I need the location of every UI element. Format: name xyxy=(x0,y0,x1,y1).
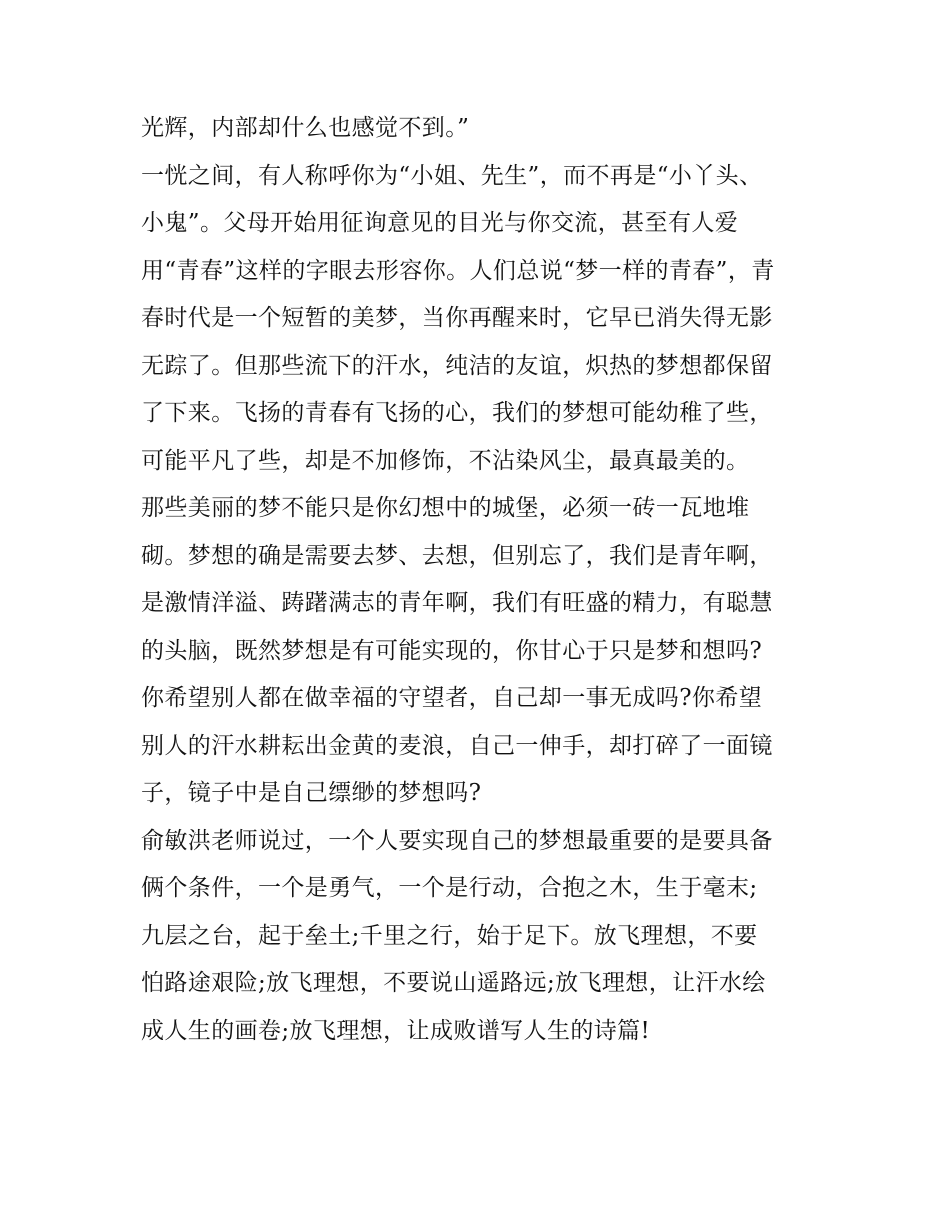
text-line: 的头脑，既然梦想是有可能实现的，你甘心于只是梦和想吗? xyxy=(141,637,763,664)
text-line: 是激情洋溢、踌躇满志的青年啊，我们有旺盛的精力，有聪慧 xyxy=(141,590,773,616)
text-line: 小鬼”。父母开始用征询意见的目光与你交流，甚至有人爱 xyxy=(141,210,739,236)
text-line: 俞敏洪老师说过，一个人要实现自己的梦想最重要的是要具备 xyxy=(141,827,773,854)
text-line: 怕路途艰险;放飞理想，不要说山遥路远;放飞理想，让汗水绘 xyxy=(141,970,766,996)
text-line: 俩个条件，一个是勇气，一个是行动，合抱之木，生于毫末; xyxy=(141,875,758,901)
text-line: 用“青春”这样的字眼去形容你。人们总说“梦一样的青春”，青 xyxy=(141,257,775,284)
body-text xyxy=(141,105,841,1055)
text-line: 子，镜子中是自己缥缈的梦想吗? xyxy=(141,780,482,806)
text-line: 春时代是一个短暂的美梦，当你再醒来时，它早已消失得无影 xyxy=(141,305,773,331)
text-line: 可能平凡了些，却是不加修饰，不沾染风尘，最真最美的。 xyxy=(141,447,750,474)
text-line: 别人的汗水耕耘出金黄的麦浪，自己一伸手，却打碎了一面镜 xyxy=(141,732,773,759)
text-line: 了下来。飞扬的青春有飞扬的心，我们的梦想可能幼稚了些， xyxy=(141,400,773,426)
text-line: 一恍之间，有人称呼你为“小姐、先生”，而不再是“小丫头、 xyxy=(141,162,763,189)
text-line: 无踪了。但那些流下的汗水，纯洁的友谊，炽热的梦想都保留 xyxy=(141,352,773,379)
text-line: 九层之台，起于垒土;千里之行，始于足下。放飞理想，不要 xyxy=(141,922,758,949)
text-line: 光辉，内部却什么也感觉不到。” xyxy=(141,115,470,141)
text-line: 那些美丽的梦不能只是你幻想中的城堡，必须一砖一瓦地堆 xyxy=(141,495,750,521)
text-line: 你希望别人都在做幸福的守望者，自己却一事无成吗?你希望 xyxy=(141,685,763,711)
text-line: 砌。梦想的确是需要去梦、去想，但别忘了，我们是青年啊， xyxy=(141,542,773,569)
text-line: 成人生的画卷;放飞理想，让成败谱写人生的诗篇! xyxy=(141,1017,651,1044)
